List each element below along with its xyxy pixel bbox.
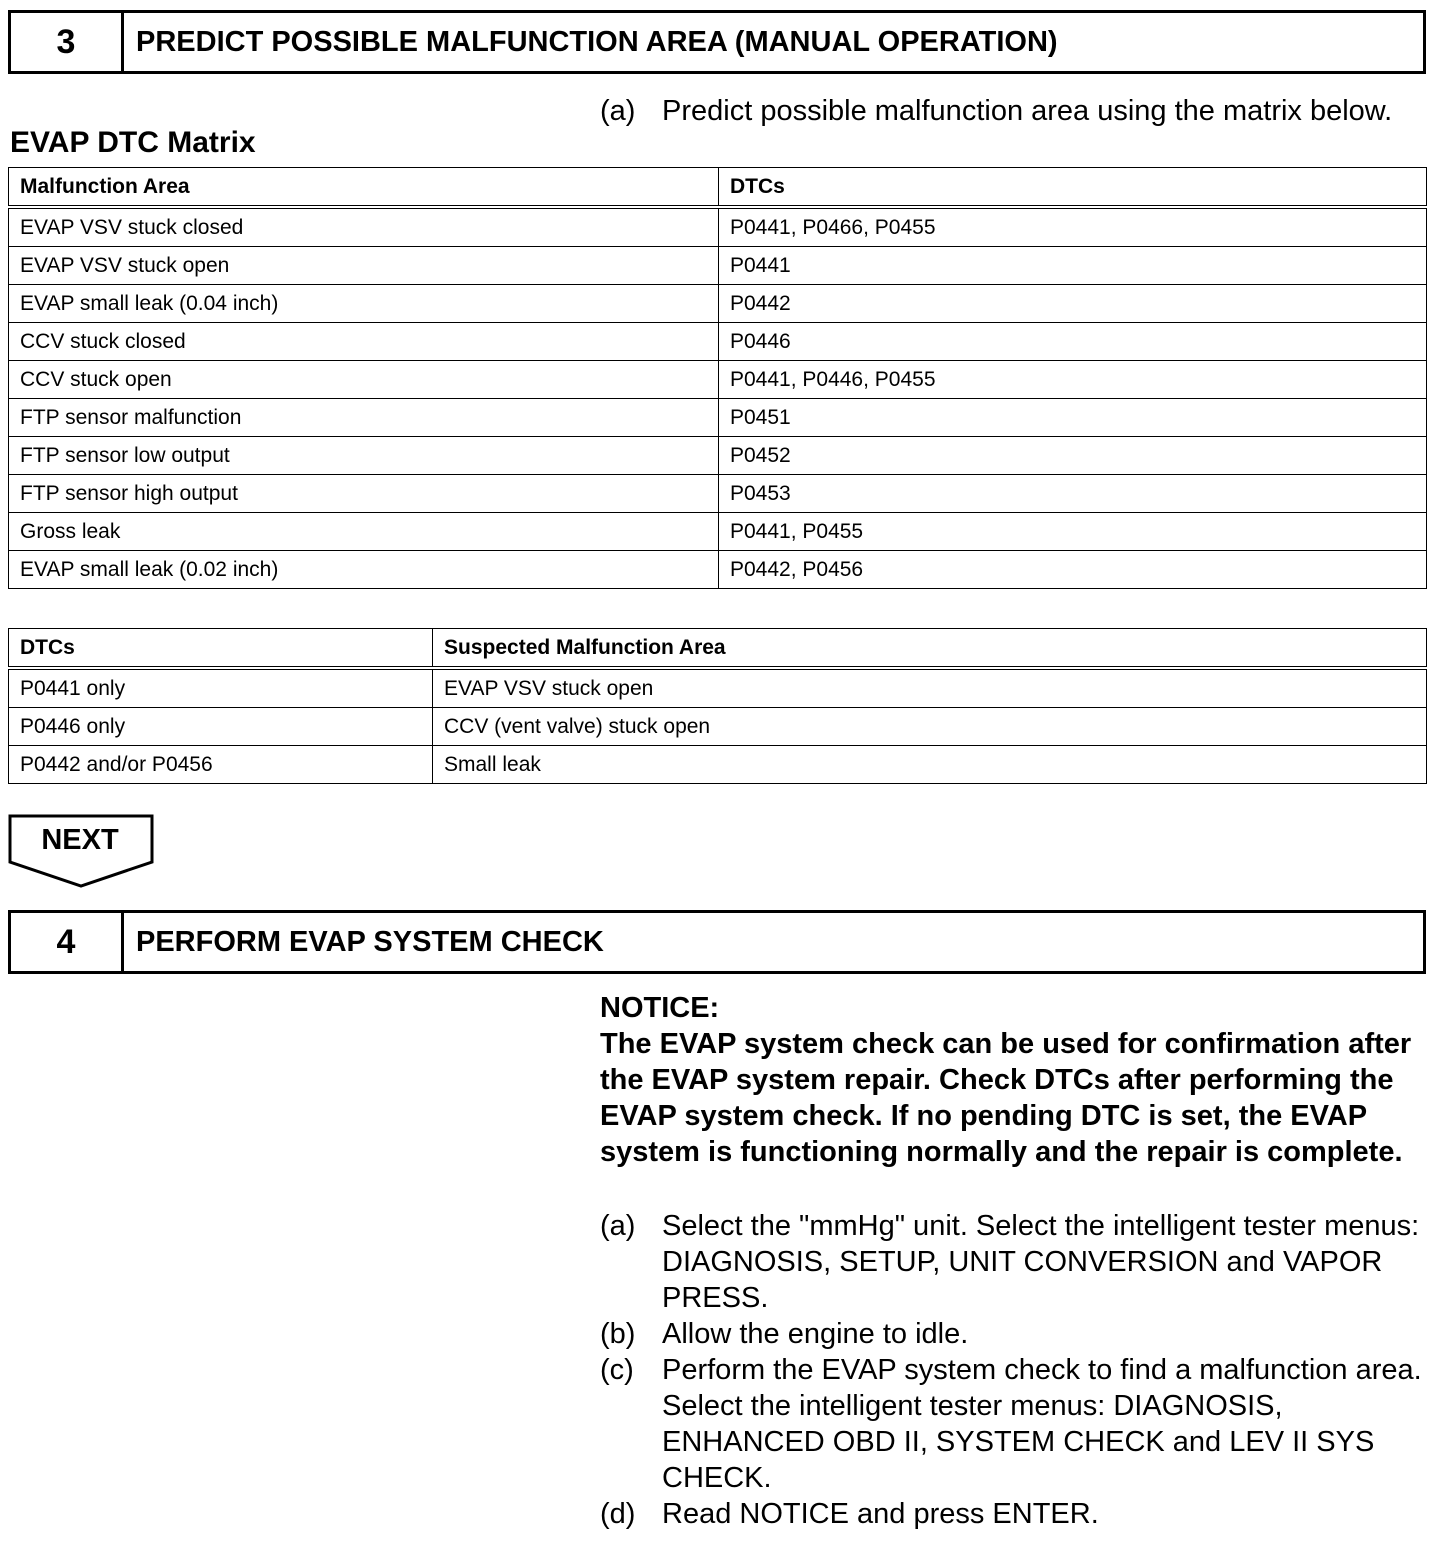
table-cell: EVAP small leak (0.02 inch) (9, 551, 719, 589)
table-row (9, 708, 1427, 746)
column-header: DTCs (9, 629, 433, 669)
column-header: Malfunction Area (9, 168, 719, 208)
next-step-indicator (8, 814, 154, 888)
table-cell: EVAP VSV stuck open (433, 668, 1427, 708)
table-cell: EVAP small leak (0.04 inch) (9, 285, 719, 323)
table-cell: P0441, P0446, P0455 (719, 361, 1427, 399)
table-row (9, 475, 1427, 513)
step-3-instruction-label: (a) (600, 95, 636, 127)
table-cell: P0446 only (9, 708, 433, 746)
step-label: (b) (600, 1318, 636, 1350)
column-header: DTCs (719, 168, 1427, 208)
matrix-title: EVAP DTC Matrix (10, 126, 256, 159)
table-row (9, 746, 1427, 784)
table-row (9, 437, 1427, 475)
notice-text: The EVAP system check can be used for confirmation after the EVAP system repair. Check DTCs after performing the EVAP system check. If no pending DTC is set, the EVAP system is functioning normally and the repair is complete. (600, 1028, 1412, 1168)
table-row (9, 361, 1427, 399)
table-row (9, 513, 1427, 551)
table-cell: FTP sensor malfunction (9, 399, 719, 437)
table-cell: P0453 (719, 475, 1427, 513)
table-cell: Small leak (433, 746, 1427, 784)
table-cell: P0442 (719, 285, 1427, 323)
table-row (9, 668, 1427, 708)
table-cell: P0446 (719, 323, 1427, 361)
step-text: Perform the EVAP system check to find a malfunction area. Select the intelligent tester menus: DIAGNOSIS, ENHANCED OBD II, SYSTEM CHECK and LEV II SYS CHECK. (662, 1354, 1422, 1494)
notice-heading: NOTICE: (600, 992, 720, 1024)
table-cell: FTP sensor high output (9, 475, 719, 513)
table-cell: CCV stuck open (9, 361, 719, 399)
table-cell: P0441, P0466, P0455 (719, 207, 1427, 247)
malfunction-dtc-table (8, 167, 1427, 589)
step-4-procedure (600, 1208, 1430, 1532)
table-cell: EVAP VSV stuck open (9, 247, 719, 285)
table-cell: P0442, P0456 (719, 551, 1427, 589)
step-4-number: 4 (11, 913, 124, 971)
step-text: Allow the engine to idle. (662, 1318, 969, 1350)
step-3-header (8, 10, 1426, 74)
list-item (600, 1352, 1430, 1496)
step-3-instruction (600, 93, 1430, 129)
table-cell: P0452 (719, 437, 1427, 475)
table-row (9, 285, 1427, 323)
step-3-number: 3 (11, 13, 124, 71)
table-cell: P0441 only (9, 668, 433, 708)
next-label: NEXT (41, 824, 119, 856)
list-item (600, 1208, 1430, 1316)
list-item (600, 1496, 1430, 1532)
table-row (9, 551, 1427, 589)
table-cell: P0441 (719, 247, 1427, 285)
table-cell: P0451 (719, 399, 1427, 437)
table-cell: Gross leak (9, 513, 719, 551)
table-cell: P0441, P0455 (719, 513, 1427, 551)
table-cell: CCV (vent valve) stuck open (433, 708, 1427, 746)
table-row (9, 399, 1427, 437)
table-cell: FTP sensor low output (9, 437, 719, 475)
notice-block (600, 990, 1430, 1170)
step-3-title: PREDICT POSSIBLE MALFUNCTION AREA (MANUAL OPERATION) (136, 25, 1058, 58)
list-item (600, 1316, 1430, 1352)
table-cell: CCV stuck closed (9, 323, 719, 361)
step-text: Read NOTICE and press ENTER. (662, 1498, 1099, 1530)
table-header-row (9, 629, 1427, 669)
step-4-title: PERFORM EVAP SYSTEM CHECK (136, 925, 604, 958)
step-label: (d) (600, 1498, 636, 1530)
table-cell: P0442 and/or P0456 (9, 746, 433, 784)
table-header-row (9, 168, 1427, 208)
dtc-suspected-area-table (8, 628, 1427, 784)
column-header: Suspected Malfunction Area (433, 629, 1427, 669)
step-label: (a) (600, 1210, 636, 1242)
step-3-instruction-text: Predict possible malfunction area using the matrix below. (662, 95, 1393, 127)
table-row (9, 247, 1427, 285)
table-row (9, 323, 1427, 361)
step-4-header (8, 910, 1426, 974)
step-label: (c) (600, 1354, 634, 1386)
table-row (9, 207, 1427, 247)
table-cell: EVAP VSV stuck closed (9, 207, 719, 247)
step-text: Select the "mmHg" unit. Select the intelligent tester menus: DIAGNOSIS, SETUP, UNIT CONVERSION and VAPOR PRESS. (662, 1210, 1420, 1314)
